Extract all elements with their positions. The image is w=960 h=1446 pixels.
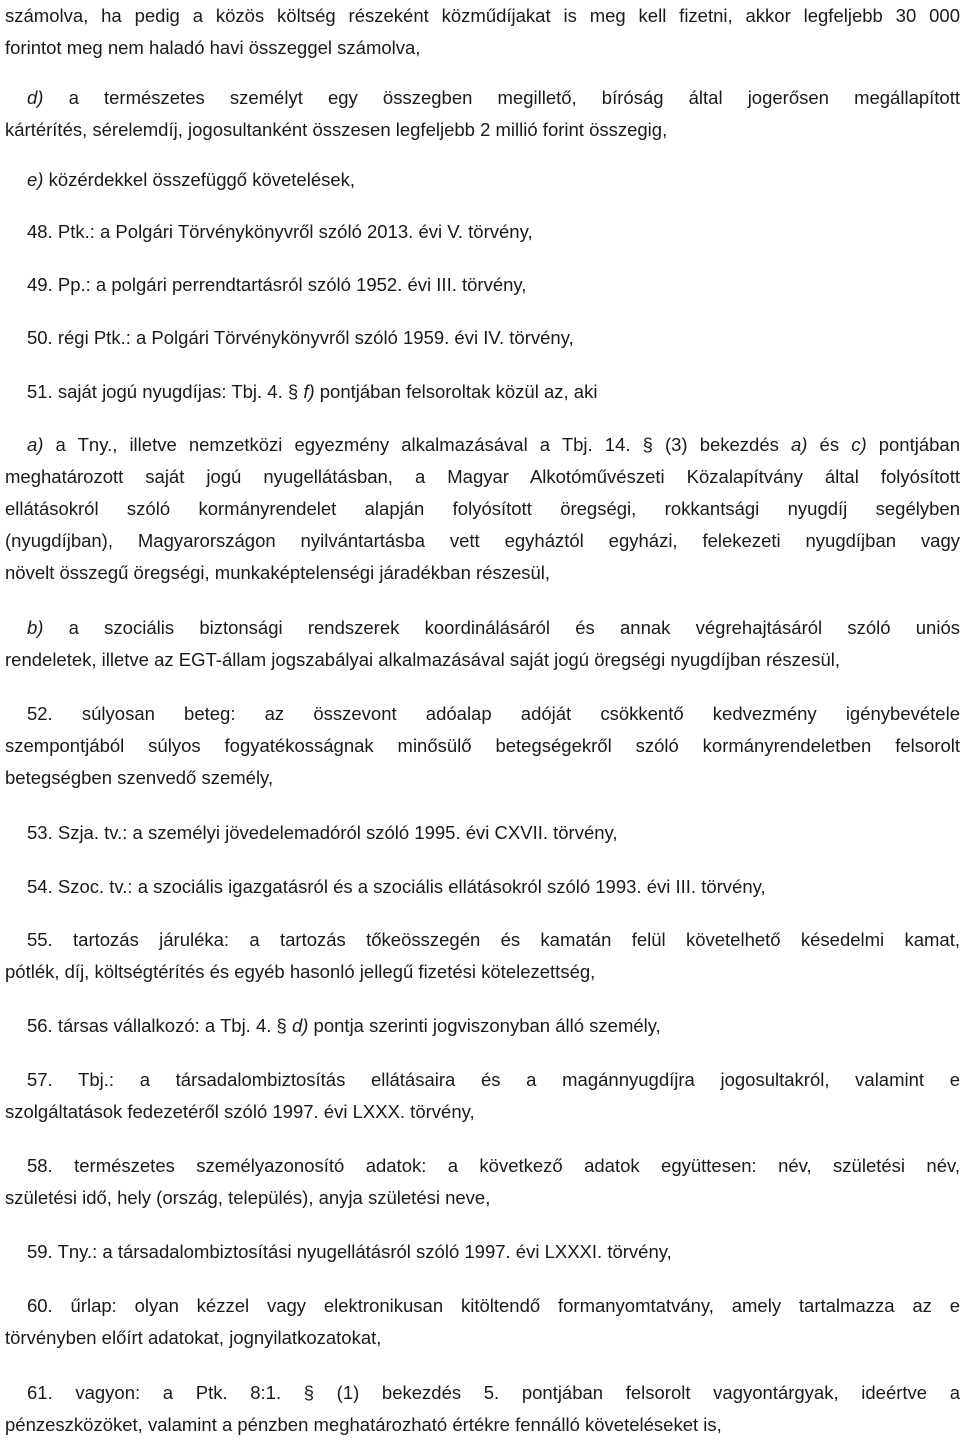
definition-49: 49. Pp.: a polgári perrendtartásról szóló 1952. évi III. törvény, <box>27 274 527 295</box>
text-line: pótlék, díj, költségtérítés és egyéb hasonló jellegű fizetési kötelezettség, <box>5 961 596 982</box>
list-item-e: e) közérdekkel összefüggő követelések, <box>27 169 356 190</box>
text-line: pénzeszközöket, valamint a pénzben meghatározható értékre fennálló követeléseket is, <box>5 1414 722 1435</box>
definition-52: 52. súlyosan beteg: az összevont adóalap adóját csökkentő kedvezmény igénybevétele <box>27 703 960 724</box>
definition-57: 57. Tbj.: a társadalombiztosítás ellátásaira és a magánnyugdíjra jogosultakról, valamint e <box>27 1069 960 1090</box>
list-item-a: a) a Tny., illetve nemzetközi egyezmény alkalmazásával a Tbj. 14. § (3) bekezdés a) és c) pontjában <box>27 434 960 455</box>
text-line: növelt összegű öregségi, munkaképtelenségi járadékban részesül, <box>5 562 551 583</box>
text-line: betegségben szenvedő személy, <box>5 767 274 788</box>
definition-50: 50. régi Ptk.: a Polgári Törvénykönyvről szóló 1959. évi IV. törvény, <box>27 327 574 348</box>
text-line: forintot meg nem haladó havi összeggel számolva, <box>5 37 421 58</box>
definition-56: 56. társas vállalkozó: a Tbj. 4. § d) pontja szerinti jogviszonyban álló személy, <box>27 1015 661 1036</box>
text-line: (nyugdíjban), Magyarországon nyilvántartásba vett egyháztól egyházi, felekezeti nyugdíjban vagy <box>5 530 960 551</box>
text-line: kártérítés, sérelemdíj, jogosultanként összesen legfeljebb 2 millió forint összegig, <box>5 119 668 140</box>
definition-60: 60. űrlap: olyan kézzel vagy elektronikusan kitöltendő formanyomtatvány, amely tartalmazza az e <box>27 1295 960 1316</box>
text-line: születési idő, hely (ország, település), anyja születési neve, <box>5 1187 491 1208</box>
definition-51: 51. saját jogú nyugdíjas: Tbj. 4. § f) pontjában felsoroltak közül az, aki <box>27 381 598 402</box>
definition-55: 55. tartozás járuléka: a tartozás tőkeösszegén és kamatán felül követelhető késedelmi kamat, <box>27 929 960 950</box>
text-line: meghatározott saját jogú nyugellátásban, a Magyar Alkotóművészeti Közalapítvány által folyósított <box>5 466 960 487</box>
text-line: szempontjából súlyos fogyatékosságnak minősülő betegségekről szóló kormányrendeletben felsorolt <box>5 735 960 756</box>
definition-59: 59. Tny.: a társadalombiztosítási nyugellátásról szóló 1997. évi LXXXI. törvény, <box>27 1241 672 1262</box>
definition-61: 61. vagyon: a Ptk. 8:1. § (1) bekezdés 5. pontjában felsorolt vagyontárgyak, ideértve a <box>27 1382 960 1403</box>
definition-54: 54. Szoc. tv.: a szociális igazgatásról és a szociális ellátásokról szóló 1993. évi III. törvény, <box>27 876 766 897</box>
text-line: szolgáltatások fedezetéről szóló 1997. évi LXXX. törvény, <box>5 1101 475 1122</box>
text-line: ellátásokról szóló kormányrendelet alapján folyósított öregségi, rokkantsági nyugdíj segélyben <box>5 498 960 519</box>
definition-53: 53. Szja. tv.: a személyi jövedelemadóról szóló 1995. évi CXVII. törvény, <box>27 822 618 843</box>
definition-48: 48. Ptk.: a Polgári Törvénykönyvről szóló 2013. évi V. törvény, <box>27 221 533 242</box>
text-line: rendeletek, illetve az EGT-állam jogszabályai alkalmazásával saját jogú öregségi nyugdíjban részesül, <box>5 649 841 670</box>
list-item-d: d) a természetes személyt egy összegben megillető, bíróság által jogerősen megállapított <box>27 87 960 108</box>
text-line: törvényben előírt adatokat, jognyilatkozatokat, <box>5 1327 382 1348</box>
text-line: számolva, ha pedig a közös költség részeként közműdíjakat is meg kell fizetni, akkor legfeljebb 30 000 <box>5 5 960 26</box>
list-item-b: b) a szociális biztonsági rendszerek koordinálásáról és annak végrehajtásáról szóló uniós <box>27 617 960 638</box>
definition-58: 58. természetes személyazonosító adatok: a következő adatok együttesen: név, születési név, <box>27 1155 960 1176</box>
